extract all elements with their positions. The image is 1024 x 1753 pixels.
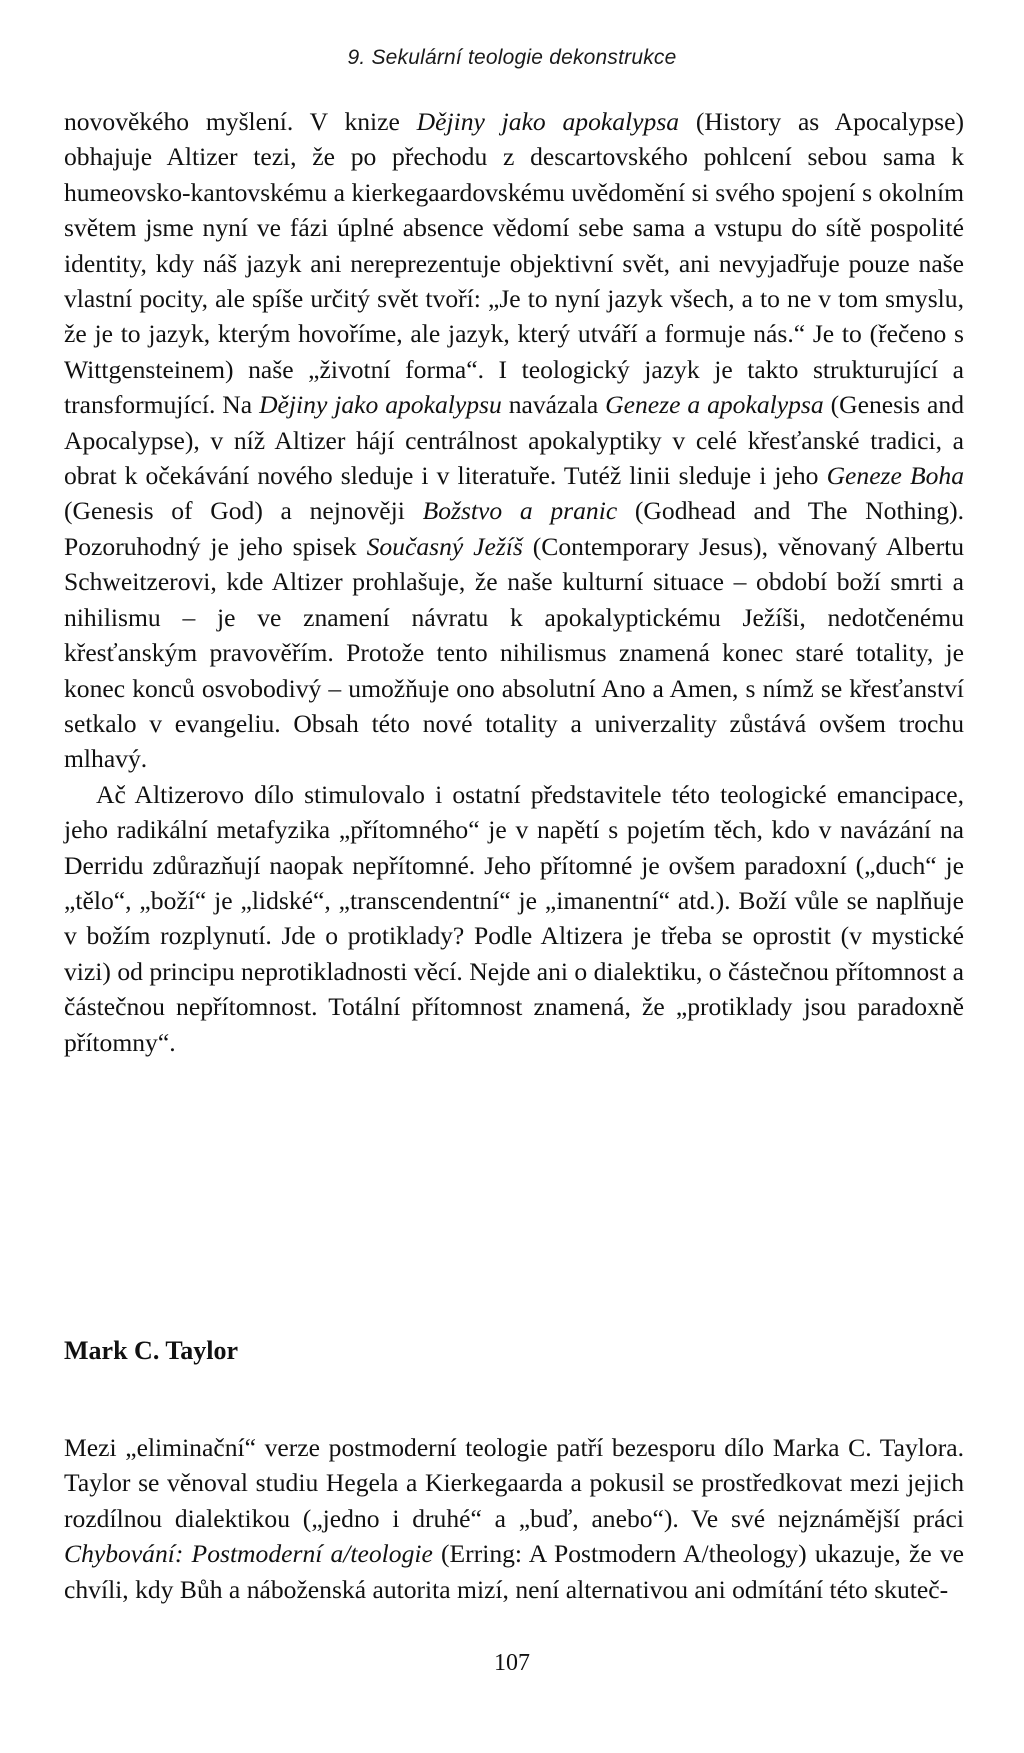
italic-title: Dějiny jako apokalypsa — [416, 107, 680, 136]
paragraph: novověkého myšlení. V knize Dějiny jako apokalypsa (History as Apocalypse) obhajuje Altizer tezi, že po přechodu z descartovského pohlcení sebou sama k humeovsko-kantovskému a kierkegaardovskému uvědomění si svého spojení s okolním světem jsme nyní ve fázi úplné absence vědomí sebe sama a vstupu do sítě pospolité identity, kdy náš jazyk ani nereprezentuje objektivní svět, ani nevyjadřuje pouze naše vlastní pocity, ale spíše určitý svět tvoří: „Je to nyní jazyk všech, a to ne v tom smyslu, že je to jazyk, kterým hovoříme, ale jazyk, který utváří a formuje nás.“ Je to (řečeno s Wittgensteinem) naše „životní forma“. I teologický jazyk je takto strukturující a transformující. Na Dějiny jako apokalypsu navázala Geneze a apokalypsa (Genesis and Apocalypse), v níž Altizer hájí centrálnost apokalyptiky v celé křesťanské tradici, a obrat k očekávání nového sleduje i v literatuře. Tutéž linii sleduje i jeho Geneze Boha (Genesis of God) a nejnověji Božstvo a pranic (Godhead and The Nothing). Pozoruhodný je jeho spisek Současný Ježíš (Contemporary Jesus), věnovaný Albertu Schweitzerovi, kde Altizer prohlašuje, že naše kulturní situace – období boží smrti a nihilismu – je ve znamení návratu k apokalyptickému Ježíši, nedotčenému křesťanským pravověřím. Protože tento nihilismus znamená konec staré totality, je konec konců osvobodivý – umožňuje ono absolutní Ano a Amen, s nímž se křesťanství setkalo v evangeliu. Obsah této nové totality a univerzality zůstává ovšem trochu mlhavý. — [64, 107, 965, 774]
italic-title: Geneze Boha — [826, 461, 964, 491]
paragraph: Mezi „eliminační“ verze postmoderní teologie patří bezesporu dílo Marka C. Taylora. Taylor se věnoval studiu Hegela a Kierkegaarda a pokusil se prostředkovat mezi jejich rozdílnou dialektikou („jedno i druhé“ a „buď, anebo“). Ve své nejznámější práci Chybování: Postmoderní a/teologie (Erring: A Postmodern A/theology) ukazuje, že ve chvíli, kdy Bůh a náboženská autorita mizí, není alternativou ani odmítání této skuteč- — [64, 1433, 964, 1604]
section-body — [64, 1430, 964, 1607]
paragraph: Ač Altizerovo dílo stimulovalo i ostatní představitele této teologické emancipace, jeho radikální metafyzika „přítomného“ je v napětí s pojetím těch, kdo v navázání na Derridu zdůrazňují naopak nepřítomné. Jeho přítomné je ovšem paradoxní („duch“ je „tělo“, „boží“ je „lidské“, „transcendentní“ je „imanentní“ atd.). Boží vůle se naplňuje v božím rozplynutí. Jde o protiklady? Podle Altizera je třeba se oprostit (v mystické vizi) od principu neprotikladnosti věcí. Nejde ani o dialektiku, o částečnou přítomnost a částečnou nepřítomnost. Totální přítomnost znamená, že „protiklady jsou paradoxně přítomny“. — [64, 779, 964, 1057]
italic-title: Geneze a apokalypsa — [605, 390, 824, 420]
page-number: 107 — [494, 1650, 530, 1676]
section-heading: Mark C. Taylor — [64, 1336, 239, 1365]
italic-title: Božstvo a pranic — [422, 496, 618, 526]
running-head: 9. Sekulární teologie dekonstrukce — [347, 46, 677, 69]
italic-title: Chybování: Postmoderní a/teologie — [64, 1539, 433, 1569]
italic-title: Dějiny jako apokalypsu — [259, 390, 502, 420]
italic-title: Současný Ježíš — [366, 531, 523, 561]
section-body — [64, 104, 964, 1060]
